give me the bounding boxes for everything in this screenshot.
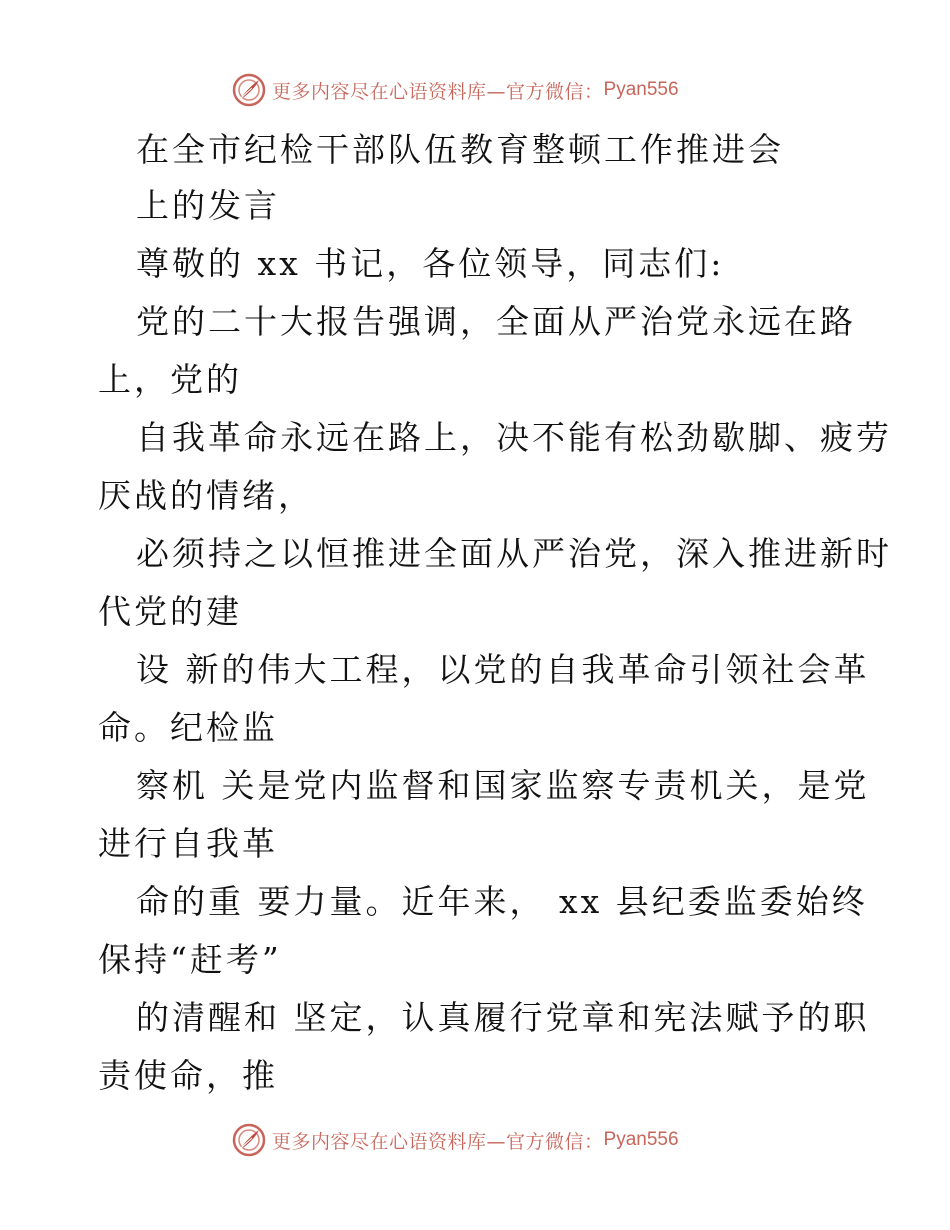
- header-watermark: [232, 72, 679, 108]
- watermark-wechat-id: Pyan556: [603, 79, 679, 100]
- paragraph-line: 自我革命永远在路上，决不能有松劲歇脚、疲劳: [136, 418, 892, 457]
- watermark-wechat-id: Pyan556: [603, 1129, 679, 1150]
- footer-watermark: [232, 1122, 679, 1158]
- salutation-line: 尊敬的 xx 书记，各位领导，同志们:: [136, 244, 725, 283]
- watermark-text: 更多内容尽在心语资料库—官方微信：: [272, 1130, 604, 1153]
- paragraph-line: 党的二十大报告强调，全面从严治党永远在路: [136, 302, 856, 341]
- title-line-1: 在全市纪检干部队伍教育整顿工作推进会: [136, 130, 784, 169]
- paragraph-line: 命的重 要力量。近年来， xx 县纪委监委始终: [136, 882, 868, 921]
- feather-logo-icon: [232, 1123, 266, 1157]
- paragraph-line: 保持“赶考”: [98, 940, 282, 979]
- paragraph-line: 察机 关是党内监督和国家监察专责机关，是党: [136, 766, 870, 805]
- paragraph-line: 进行自我革: [98, 824, 278, 863]
- feather-logo-icon: [232, 73, 266, 107]
- paragraph-line: 设 新的伟大工程，以党的自我革命引领社会革: [136, 650, 870, 689]
- paragraph-line: 责使命，推: [98, 1056, 278, 1095]
- paragraph-line: 命。纪检监: [98, 708, 278, 747]
- paragraph-line: 厌战的情绪，: [98, 476, 314, 515]
- paragraph-line: 的清醒和 坚定，认真履行党章和宪法赋予的职: [136, 998, 870, 1037]
- title-line-2: 上的发言: [136, 186, 280, 225]
- watermark-text: 更多内容尽在心语资料库—官方微信：: [272, 80, 604, 103]
- paragraph-line: 上，党的: [98, 360, 242, 399]
- paragraph-line: 必须持之以恒推进全面从严治党，深入推进新时: [136, 534, 892, 573]
- paragraph-line: 代党的建: [98, 592, 242, 631]
